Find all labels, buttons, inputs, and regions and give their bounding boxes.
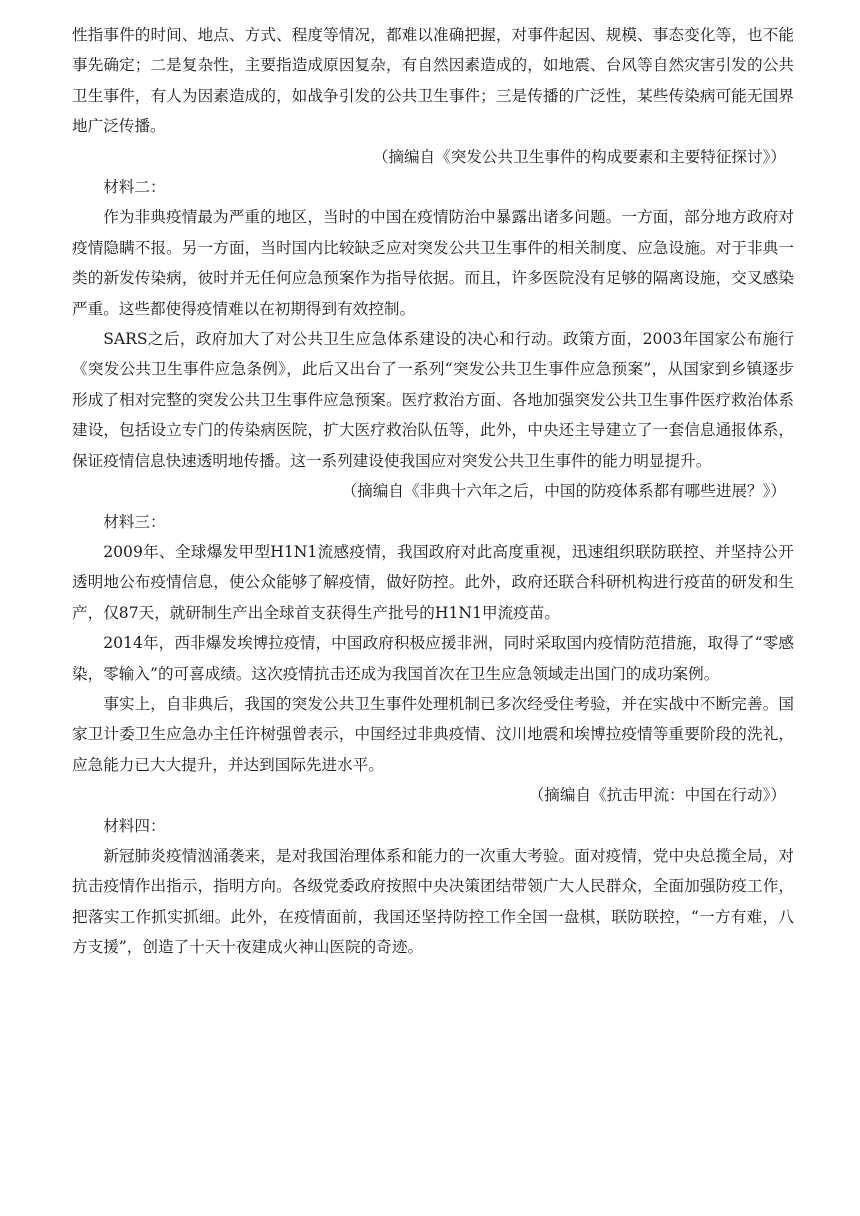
section-heading-material-four: 材料四： (103, 816, 166, 835)
paragraph-material-three-1: 2009年、全球爆发甲型H1N1流感疫情，我国政府对此高度重视，迅速组织联防联控、并坚持公开透明地公布疫情信息，使公众能够了解疫情，做好防控。此外，政府还联合科研机构进行疫苗的研发和生产，仅87天，就研制生产出全球首支获得生产批号的H1N1甲流疫苗。 (72, 542, 794, 622)
paragraph-material-four-1: 新冠肺炎疫情汹涌袭来，是对我国治理体系和能力的一次重大考验。面对疫情，党中央总揽全局，对抗击疫情作出指示，指明方向。各级党委政府按照中央决策团结带领广大人民群众，全面加强防疫工作，把落实工作抓实抓细。此外，在疫情面前，我国还坚持防控工作全国一盘棋，联防联控，“一方有难，八方支援”，创造了十天十夜建成火神山医院的奇迹。 (72, 846, 794, 957)
paragraph-material-two-1: 作为非典疫情最为严重的地区，当时的中国在疫情防治中暴露出诸多问题。一方面，部分地方政府对疫情隐瞒不报。另一方面，当时国内比较缺乏应对突发公共卫生事件的相关制度、应急设施。对于非典一类的新发传染病，彼时并无任何应急预案作为指导依据。而且，许多医院没有足够的隔离设施，交叉感染严重。这些都使得疫情难以在初期得到有效控制。 (72, 208, 794, 318)
paragraph-material-two-2: SARS之后，政府加大了对公共卫生应急体系建设的决心和行动。政策方面，2003年国家公布施行《突发公共卫生事件应急条例》，此后又出台了一系列“突发公共卫生事件应急预案”，从国家到乡镇逐步形成了相对完整的突发公共卫生事件应急预案。医疗救治方面、各地加强突发公共卫生事件医疗救治体系建设，包括设立专门的传染病医院，扩大医疗救治队伍等，此外，中央还主导建立了一套信息通报体系，保证疫情信息快速透明地传播。这一系列建设使我国应对突发公共卫生事件的能力明显提升。 (72, 330, 794, 470)
source-citation-two: （摘编自《非典十六年之后，中国的防疫体系都有哪些进展？》） (341, 482, 786, 501)
source-citation-one: （摘编自《突发公共卫生事件的构成要素和主要特征探讨》） (372, 147, 786, 166)
paragraph-material-one-continued: 性指事件的时间、地点、方式、程度等情况，都难以准确把握，对事件起因、规模、事态变化等，也不能事先确定；二是复杂性，主要指造成原因复杂，有自然因素造成的，如地震、台风等自然灾害引发的公共卫生事件，有人为因素造成的，如战争引发的公共卫生事件；三是传播的广泛性，某些传染病可能无国界地广泛传播。 (72, 26, 794, 136)
document-page (72, 20, 794, 963)
section-heading-material-three: 材料三： (103, 512, 166, 531)
source-citation-three: （摘编自《抗击甲流：中国在行动》） (528, 786, 786, 805)
paragraph-material-three-3: 事实上，自非典后，我国的突发公共卫生事件处理机制已多次经受住考验，并在实战中不断完善。国家卫计委卫生应急办主任许树强曾表示，中国经过非典疫情、汶川地震和埃博拉疫情等重要阶段的洗礼，应急能力已大大提升，并达到国际先进水平。 (72, 694, 794, 774)
section-heading-material-two: 材料二： (103, 178, 166, 197)
paragraph-material-three-2: 2014年，西非爆发埃博拉疫情，中国政府积极应援非洲，同时采取国内疫情防范措施，取得了“零感染，零输入”的可喜成绩。这次疫情抗击还成为我国首次在卫生应急领域走出国门的成功案例。 (72, 634, 794, 683)
